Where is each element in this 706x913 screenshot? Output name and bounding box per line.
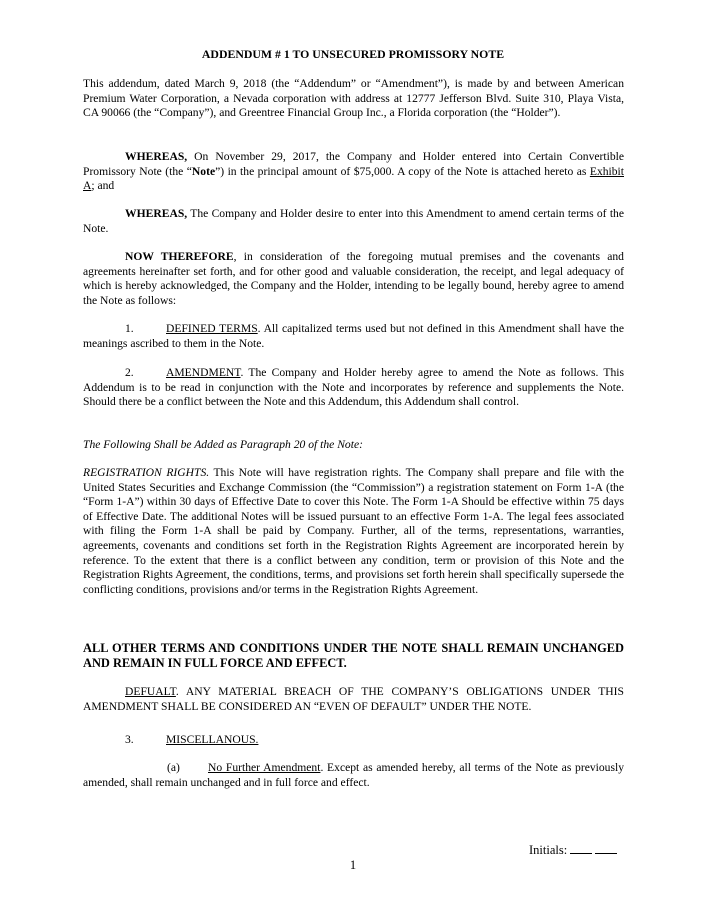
note-term: Note (191, 164, 216, 178)
section-2 (83, 366, 624, 410)
section-2-number: 2. (125, 366, 134, 379)
whereas-paragraph-2 (83, 207, 624, 236)
default-text: . ANY MATERIAL BREACH OF THE COMPANY’S OBLIGATIONS UNDER THIS AMENDMENT SHALL BE CONSIDERED AN “EVEN OF DEFAULT” UNDER THE NOTE. (83, 685, 624, 713)
section-1-text: . All capitalized terms used but not defined in this Amendment shall have the meanings ascribed to them in the Note. (83, 322, 624, 350)
default-heading: DEFUALT (125, 685, 176, 698)
section-2-heading: AMENDMENT (166, 366, 241, 379)
section-3-number: 3. (125, 733, 134, 746)
all-other-terms-statement: ALL OTHER TERMS AND CONDITIONS UNDER THE NOTE SHALL REMAIN UNCHANGED AND REMAIN IN FULL FORCE AND EFFECT. (83, 641, 624, 671)
initials-label: Initials: (529, 843, 568, 857)
subsection-a-label: (a) (167, 761, 180, 774)
subsection-a-text: . Except as amended hereby, all terms of the Note as previously amended, shall remain unchanged and in full force and effect. (83, 761, 625, 789)
section-1-number: 1. (125, 322, 134, 335)
intro-text: This addendum, dated March 9, 2018 (the “Addendum” or “Amendment”), is made by and between American Premium Water Corporation, a Nevada corporation with address at 12777 Jefferson Blvd. Suite 310, Playa Vista, CA 90066 (the “Company”), and Greentree Financial Group Inc., a Florida corporation (the “Holder”). (83, 77, 624, 120)
initials-blank-2 (595, 843, 617, 854)
whereas-text-2: The Company and Holder desire to enter into this Amendment to amend certain terms of the Note. (83, 207, 624, 235)
paragraph-20-heading: The Following Shall be Added as Paragraph 20 of the Note: (83, 438, 363, 451)
whereas-text-1a: On November 29, 2017, the Company and Holder entered into Certain Convertible Promissory Note (the “ (83, 150, 624, 178)
now-therefore-paragraph (83, 250, 624, 308)
registration-rights-lead: REGISTRATION RIGHTS. (83, 466, 210, 479)
section-1 (83, 322, 624, 351)
document-title: ADDENDUM # 1 TO UNSECURED PROMISSORY NOTE (201, 47, 505, 61)
whereas-paragraph-1 (83, 150, 624, 194)
section-3-heading: MISCELLANOUS. (166, 733, 259, 746)
intro-paragraph (83, 77, 624, 121)
subsection-a (83, 761, 624, 790)
initials-blank-1 (570, 843, 592, 854)
initials-line (529, 843, 617, 858)
exhibit-a-reference: Exhibit A (83, 164, 624, 193)
section-2-text: . The Company and Holder hereby agree to amend the Note as follows. This Addendum is to be read in conjunction with the Note and incorporates by reference and supplements the Note. Should there be a conflict between the Note and this Addendum, this Addendum shall control. (83, 366, 624, 409)
whereas-lead-1: WHEREAS, (125, 150, 188, 163)
default-paragraph (83, 685, 624, 714)
whereas-text-1c: ; and (91, 179, 115, 193)
registration-rights-paragraph (83, 466, 624, 597)
whereas-text-1b: ”) in the principal amount of $75,000. A copy of the Note is attached hereto as (215, 164, 590, 178)
section-3 (83, 733, 624, 748)
subsection-a-heading: No Further Amendment (208, 761, 321, 774)
registration-rights-text: This Note will have registration rights. The Company shall prepare and file with the United States Securities and Exchange Commission (the “Commission”) a registration statement on Form 1-A (the “Form 1-A”) within 30 days of Effective Date to cover this Note. The Form 1-A Should be effective within 75 days of Effective Date. The additional Notes will be issued pursuant to an effective Form 1-A. The legal fees associated with filing the Form 1-A shall be paid by Company. Further, all of the terms, representations, warranties, agreements, covenants and conditions set forth in the Registration Rights Agreement are incorporated herein by reference. To the extent that there is a conflict between any condition, term or provision of this Note and the Registration Rights Agreement, the conditions, terms, and provisions set forth herein shall specifically supersede the conflicting conditions, provisions and/or terms in the Registration Rights Agreement. (83, 466, 624, 596)
section-1-heading: DEFINED TERMS (166, 322, 258, 335)
page-number: 1 (349, 858, 357, 872)
whereas-lead-2: WHEREAS, (125, 207, 188, 220)
now-therefore-text: , in consideration of the foregoing mutual premises and the covenants and agreements hereinafter set forth, and for other good and valuable consideration, the receipt, and legal adequacy of which is hereby acknowledged, the Company and the Holder, intending to be legally bound, hereby agree to amend the Note as follows: (83, 250, 624, 307)
now-therefore-lead: NOW THEREFORE (125, 250, 234, 263)
